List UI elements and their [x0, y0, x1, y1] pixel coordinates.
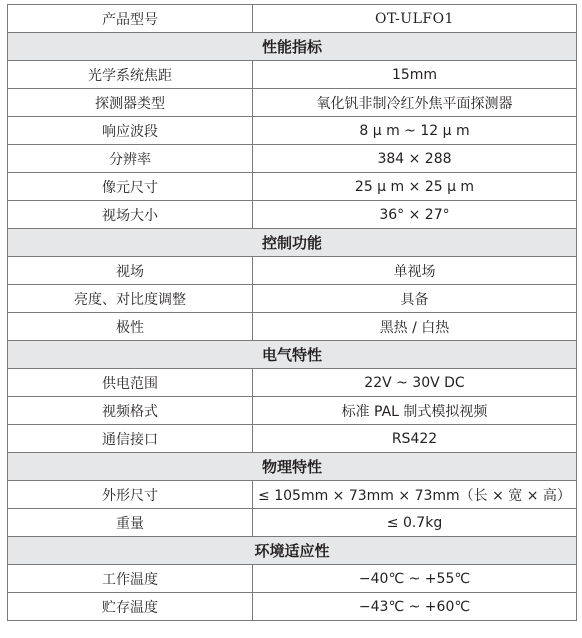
table-row: [8, 397, 577, 425]
spec-label: 视场: [8, 257, 253, 285]
section-header-physical: [8, 453, 577, 481]
table-row: [8, 201, 577, 229]
table-row: [8, 89, 577, 117]
spec-value: 具备: [253, 285, 577, 313]
spec-label: 极性: [8, 313, 253, 341]
table-row: [8, 509, 577, 537]
spec-value: 标准 PAL 制式模拟视频: [253, 397, 577, 425]
table-row: [8, 285, 577, 313]
table-row: [8, 257, 577, 285]
spec-value: 384 × 288: [253, 145, 577, 173]
spec-value: 15mm: [253, 61, 577, 89]
spec-value: ≤ 105mm × 73mm × 73mm（长 × 宽 × 高）: [253, 481, 577, 509]
spec-label: 重量: [8, 509, 253, 537]
spec-label: 工作温度: [8, 565, 253, 593]
spec-value: 8 μ m ~ 12 μ m: [253, 117, 577, 145]
spec-label: 供电范围: [8, 369, 253, 397]
spec-value: ≤ 0.7kg: [253, 509, 577, 537]
section-header-control: [8, 229, 577, 257]
section-title: 环境适应性: [8, 537, 577, 565]
section-header-performance: [8, 33, 577, 61]
spec-label: 产品型号: [8, 5, 253, 33]
spec-label: 像元尺寸: [8, 173, 253, 201]
spec-value: 25 μ m × 25 μ m: [253, 173, 577, 201]
model-value: OT-ULFO1: [253, 5, 577, 33]
table-row: [8, 61, 577, 89]
spec-value: 氧化钒非制冷红外焦平面探测器: [253, 89, 577, 117]
section-header-electrical: [8, 341, 577, 369]
spec-label: 视场大小: [8, 201, 253, 229]
section-title: 电气特性: [8, 341, 577, 369]
spec-label: 贮存温度: [8, 593, 253, 621]
spec-label: 视频格式: [8, 397, 253, 425]
section-header-environment: [8, 537, 577, 565]
spec-value: 单视场: [253, 257, 577, 285]
section-title: 控制功能: [8, 229, 577, 257]
table-row-model: [8, 5, 577, 33]
spec-value: RS422: [253, 425, 577, 453]
section-title: 性能指标: [8, 33, 577, 61]
table-row: [8, 565, 577, 593]
spec-value: 黑热 / 白热: [253, 313, 577, 341]
spec-label: 分辨率: [8, 145, 253, 173]
table-row: [8, 117, 577, 145]
spec-value: −43℃ ~ +60℃: [253, 593, 577, 621]
table-row: [8, 173, 577, 201]
spec-table: [7, 4, 577, 621]
table-row: [8, 481, 577, 509]
table-row: [8, 145, 577, 173]
table-row: [8, 313, 577, 341]
spec-value: −40℃ ~ +55℃: [253, 565, 577, 593]
table-row: [8, 425, 577, 453]
section-title: 物理特性: [8, 453, 577, 481]
spec-label: 响应波段: [8, 117, 253, 145]
spec-value: 36° × 27°: [253, 201, 577, 229]
spec-label: 通信接口: [8, 425, 253, 453]
spec-label: 光学系统焦距: [8, 61, 253, 89]
spec-label: 探测器类型: [8, 89, 253, 117]
table-row: [8, 593, 577, 621]
spec-value: 22V ~ 30V DC: [253, 369, 577, 397]
spec-label: 外形尺寸: [8, 481, 253, 509]
table-row: [8, 369, 577, 397]
spec-label: 亮度、对比度调整: [8, 285, 253, 313]
